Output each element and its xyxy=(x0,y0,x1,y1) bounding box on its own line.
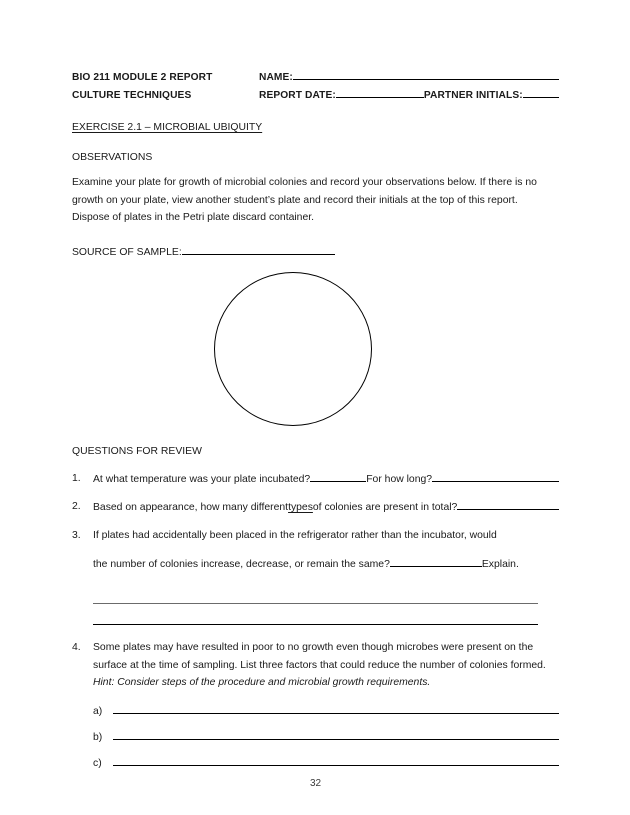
exercise-title-wrap xyxy=(72,103,559,135)
question-3-answer[interactable] xyxy=(390,555,482,567)
questions-for-review-label: QUESTIONS FOR REVIEW xyxy=(72,445,202,457)
sub-item-a-label: a) xyxy=(93,705,103,717)
question-2-number: 2. xyxy=(72,501,81,513)
sub-item-c xyxy=(93,755,559,769)
report-title-line2: CULTURE TECHNIQUES xyxy=(72,89,192,101)
question-2-text-b: of colonies are present in total? xyxy=(312,502,458,514)
question-3-text-b: Explain. xyxy=(481,558,519,570)
sub-item-b xyxy=(93,729,559,743)
question-1-text-b: For how long? xyxy=(366,473,433,485)
question-1-answer-a[interactable] xyxy=(310,470,366,482)
exercise-title: EXERCISE 2.1 – MICROBIAL UBIQUITY xyxy=(72,122,263,133)
observations-text: Examine your plate for growth of microbial colonies and record your observations below. If there is no growth on your plate, view another student’s plate and record their initials at the top of this report. Dispose of plates in the Petri plate discard container. xyxy=(72,177,537,224)
report-header xyxy=(72,68,559,103)
question-2 xyxy=(72,498,559,517)
answer-line[interactable] xyxy=(93,583,538,604)
document-content xyxy=(72,68,559,789)
header-row-2 xyxy=(72,86,559,104)
page-number: 32 xyxy=(309,778,322,789)
question-4-sub-items xyxy=(72,703,559,769)
question-4-number: 4. xyxy=(72,642,81,654)
question-1-number: 1. xyxy=(72,472,81,484)
question-2-row xyxy=(93,498,559,517)
question-1 xyxy=(72,470,559,489)
partner-initials-label: PARTNER INITIALS: xyxy=(423,89,523,101)
question-3-text-a: the number of colonies increase, decrease, or remain the same? xyxy=(93,558,390,570)
sub-item-a-input[interactable] xyxy=(113,703,559,714)
question-1-answer-b[interactable] xyxy=(432,470,559,482)
observations-label: OBSERVATIONS xyxy=(72,152,153,163)
question-4-hint: Hint: Consider steps of the procedure and microbial growth requirements. xyxy=(93,677,431,689)
source-of-sample-input[interactable] xyxy=(182,243,335,255)
question-2-answer[interactable] xyxy=(457,498,559,510)
sub-item-b-input[interactable] xyxy=(113,729,559,740)
sub-item-c-input[interactable] xyxy=(113,755,559,766)
header-row-1 xyxy=(72,68,559,86)
report-date-input[interactable] xyxy=(336,86,424,98)
question-4-text: Some plates may have resulted in poor to no growth even though microbes were present on the surface at the time of sampling. List three factors that could reduce the number of colonies formed. xyxy=(93,642,546,671)
source-of-sample-row xyxy=(72,243,559,258)
question-3-line1: If plates had accidentally been placed in the refrigerator rather than the incubator, would xyxy=(93,529,497,541)
name-label: NAME: xyxy=(259,72,293,83)
sub-item-b-label: b) xyxy=(93,731,103,743)
question-3-line2 xyxy=(93,555,559,574)
question-1-row xyxy=(93,470,559,489)
question-3 xyxy=(72,527,559,573)
name-input[interactable] xyxy=(293,68,559,80)
sub-item-c-label: c) xyxy=(93,757,102,769)
answer-line[interactable] xyxy=(93,604,538,625)
date-partner-group xyxy=(259,86,559,104)
question-4 xyxy=(72,639,559,692)
sub-item-a xyxy=(93,703,559,717)
report-date-label: REPORT DATE: xyxy=(259,89,336,101)
petri-plate-circle xyxy=(214,272,372,426)
question-3-answer-lines xyxy=(72,583,559,625)
plate-diagram-area xyxy=(72,264,559,440)
questions-list xyxy=(72,470,559,769)
question-4-body xyxy=(93,639,559,692)
partner-initials-input[interactable] xyxy=(523,86,559,98)
name-field-group xyxy=(259,68,559,86)
question-2-emphasis: types xyxy=(288,502,313,514)
question-1-text-a: At what temperature was your plate incubated? xyxy=(93,473,311,485)
source-of-sample-label: SOURCE OF SAMPLE: xyxy=(72,246,182,258)
question-3-number: 3. xyxy=(72,529,81,541)
question-2-text-a: Based on appearance, how many different xyxy=(93,502,289,514)
report-title-line1: BIO 211 MODULE 2 REPORT xyxy=(72,72,213,83)
